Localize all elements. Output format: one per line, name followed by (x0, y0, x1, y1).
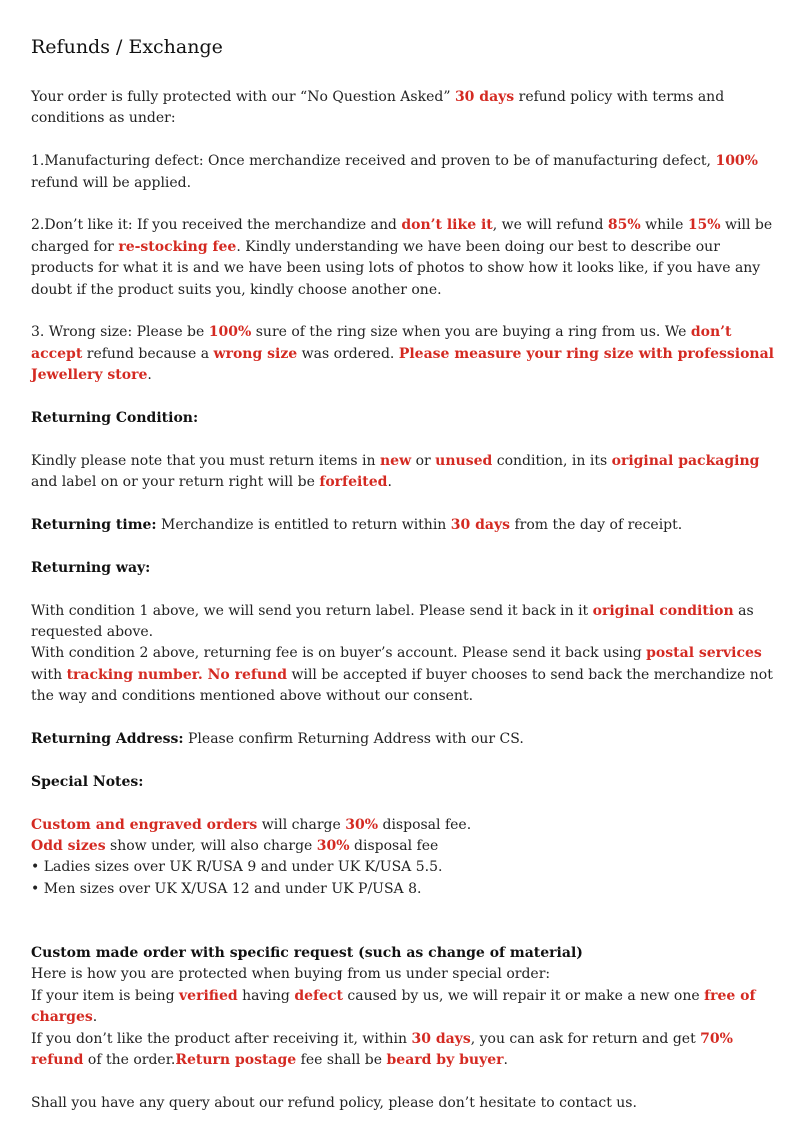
text: 2.Don’t like it: If you received the merchandize and (31, 217, 402, 234)
custom-order-line-1: Here is how you are protected when buying from us under special order: (31, 966, 551, 983)
highlight: 30 days (411, 1030, 471, 1047)
returning-condition-heading: Returning Condition: (31, 410, 199, 427)
spacer (31, 922, 774, 943)
text: with (31, 666, 67, 683)
text: With condition 1 above, we will send you return label. Please send it back in it (31, 602, 593, 619)
page-title: Refunds / Exchange (31, 36, 223, 58)
returning-way-line-1 (31, 601, 774, 644)
text: while (640, 217, 688, 234)
text: With condition 2 above, returning fee is on buyer’s account. Please send it back using (31, 645, 647, 662)
text: Kindly please note that you must return items in (31, 452, 380, 469)
text: disposal fee. (378, 816, 472, 833)
special-notes-bullet-men: • Men sizes over UK X/USA 12 and under UK P/USA 8. (31, 880, 422, 897)
highlight: Custom and engraved orders (31, 816, 258, 833)
highlight: 30% (316, 838, 350, 855)
text: refund will be applied. (31, 174, 192, 191)
highlight: original condition (592, 602, 734, 619)
highlight: verified (179, 987, 238, 1004)
text: condition, in its (492, 452, 612, 469)
highlight: 30 days (454, 89, 515, 105)
text: fee shall be (296, 1052, 387, 1069)
text: caused by us, we will repair it or make a new one (342, 987, 705, 1004)
special-notes-heading: Special Notes: (31, 773, 144, 790)
text: If you don’t like the product after receiving it, within (31, 1030, 412, 1047)
intro-paragraph (31, 87, 774, 130)
highlight: 30% (345, 816, 379, 833)
text: . Kindly understanding we have been doing our best to describe our products for what it is and we have been using lots of photos to show how it looks like, if you have any doubt if the product suits you, kindly choose another one. (31, 238, 761, 298)
closing-paragraph: Shall you have any query about our refund policy, please don’t hesitate to contact us. (31, 1094, 637, 1111)
highlight: 70% refund (31, 1030, 733, 1069)
highlight: re-stocking fee (118, 238, 237, 255)
text: 1.Manufacturing defect: Once merchandize received and proven to be of manufacturing defect, (31, 153, 716, 170)
highlight: beard by buyer (386, 1052, 504, 1069)
highlight: new (380, 452, 412, 469)
highlight: Odd sizes (31, 838, 106, 855)
returning-address-paragraph (31, 729, 774, 750)
text: Your order is fully protected with our “No Question Asked” (31, 89, 455, 105)
special-notes-bullet-ladies: • Ladies sizes over UK R/USA 9 and under UK K/USA 5.5. (31, 859, 443, 876)
highlight: don’t like it (401, 217, 493, 234)
highlight: 15% (687, 217, 721, 234)
text: will charge (257, 816, 346, 833)
custom-order-line-3 (31, 1029, 774, 1072)
text: show under, will also charge (105, 838, 317, 855)
dont-like-it-paragraph (31, 215, 774, 301)
highlight: 100% (715, 153, 758, 170)
text: . (147, 367, 152, 384)
highlight: wrong size (213, 345, 298, 362)
text: of the order. (83, 1052, 176, 1069)
text: disposal fee (349, 838, 439, 855)
text: Merchandize is entitled to return within (156, 517, 451, 534)
text: 3. Wrong size: Please be (31, 324, 209, 341)
manufacturing-defect-paragraph (31, 151, 774, 194)
highlight: tracking number. No refund (66, 666, 288, 683)
text: will be charged for (31, 217, 773, 255)
highlight: defect (294, 987, 343, 1004)
text: was ordered. (297, 345, 399, 362)
text: having (237, 987, 295, 1004)
text: or (411, 452, 436, 469)
special-notes-line-1 (31, 815, 774, 836)
wrong-size-paragraph (31, 322, 774, 386)
highlight: 30 days (450, 517, 510, 534)
text: as requested above. (31, 602, 754, 641)
text: refund policy with terms and conditions as under: (31, 89, 725, 127)
text: refund because a (82, 345, 214, 362)
highlight: 85% (607, 217, 641, 234)
highlight: Return postage (175, 1052, 297, 1069)
highlight: original packaging (611, 452, 760, 469)
returning-condition-paragraph (31, 451, 774, 494)
text: . (503, 1052, 508, 1069)
text: If your item is being (31, 987, 180, 1004)
returning-address-label: Returning Address: (31, 731, 184, 748)
text: , you can ask for return and get (470, 1030, 701, 1047)
highlight: 100% (208, 324, 252, 341)
spacer (31, 900, 774, 921)
custom-order-heading: Custom made order with specific request (such as change of material) (31, 945, 583, 962)
highlight: free of charges (31, 987, 756, 1026)
special-notes-line-2 (31, 836, 774, 857)
custom-order-line-2 (31, 986, 774, 1029)
returning-way-line-2 (31, 643, 774, 707)
highlight: unused (435, 452, 493, 469)
text: . (92, 1009, 98, 1026)
text: and label on or your return right will be (31, 474, 320, 491)
highlight: postal services (646, 645, 762, 662)
returning-time-label: Returning time: (31, 517, 157, 534)
highlight: don’t accept (31, 324, 732, 362)
text: sure of the ring size when you are buying a ring from us. We (251, 324, 691, 341)
text: Please confirm Returning Address with our CS. (183, 731, 524, 748)
text: from the day of receipt. (510, 517, 683, 534)
returning-way-heading: Returning way: (31, 559, 151, 576)
highlight: forfeited (319, 474, 388, 491)
text: will be accepted if buyer chooses to send back the merchandize not the way and conditions mentioned above without our consent. (31, 666, 773, 705)
highlight: Please measure your ring size with professional Jewellery store (31, 345, 775, 384)
returning-time-paragraph (31, 515, 774, 536)
text: , we will refund (492, 217, 608, 234)
text: . (387, 474, 392, 491)
